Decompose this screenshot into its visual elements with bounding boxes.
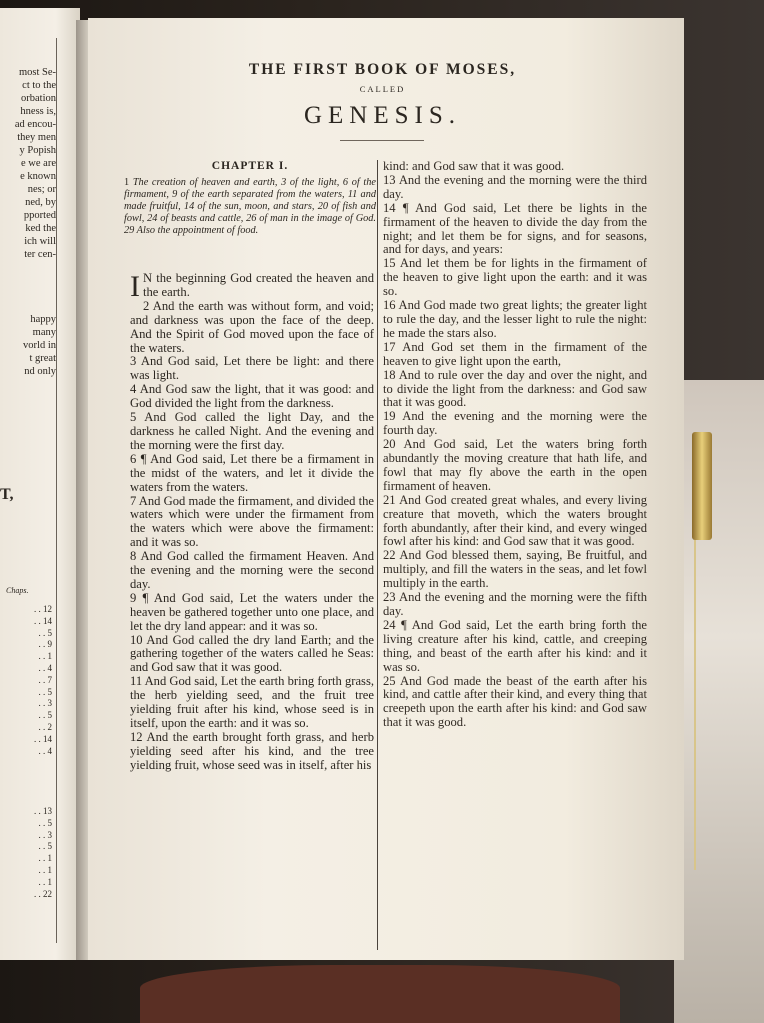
- summary-text: The creation of heaven and earth, 3 of the light, 6 of the firmament, 9 of the earth separated from the waters, 11 and made fruitful, 14 of the sun, moon, and stars, 20 of fish and fowl, 24 of beasts and cattle, 26 of man in the image of God. 29 Also the appointment of food.: [124, 177, 376, 237]
- chaps-leader: . .: [38, 651, 48, 662]
- chaps-number: 1: [47, 864, 52, 875]
- verse-v5: [130, 411, 374, 453]
- verse-text: 15 And let them be for lights in the firmament of the heaven to give light upon the earth: and it was so.: [383, 256, 647, 299]
- left-page-line: happy: [30, 314, 56, 325]
- chaps-leader: . .: [34, 604, 43, 614]
- chapter-title: CHAPTER I.: [211, 160, 289, 172]
- chaps-number: 13: [43, 806, 52, 816]
- chaps-number: 5: [47, 686, 52, 697]
- left-page-line: ich will: [24, 236, 56, 247]
- hand-holding-book: [140, 965, 620, 1023]
- book-name: GENESIS.: [303, 102, 462, 129]
- book-called: CALLED: [359, 84, 406, 94]
- verse-text: 11 And God said, Let the earth bring forth grass, the herb yielding seed, and the fruit tree yielding fruit after his kind, whose seed is in itself, upon the earth: and it was so.: [130, 674, 375, 730]
- verse-v7: [130, 495, 374, 551]
- chaps-entry: [2, 865, 52, 877]
- verse-v12: [130, 731, 374, 773]
- chaps-number: 3: [47, 829, 52, 840]
- chaps-entry: [2, 710, 52, 722]
- left-page-line: y Popish: [19, 145, 56, 156]
- verse-text: 21 And God created great whales, and every living creature that moveth, which the waters brought forth abundantly, after their kind, and every winged fowl after his kind: and God saw that it was good.: [383, 492, 647, 549]
- chaps-leader: . .: [38, 686, 48, 697]
- chaps-leader: . .: [38, 674, 48, 685]
- chaps-number: 4: [47, 745, 52, 756]
- title-rule: [340, 140, 424, 141]
- left-page-line: nes; or: [27, 184, 56, 195]
- verse-v10: [130, 634, 374, 676]
- verse-v2: [130, 300, 374, 356]
- verse-v11: [130, 675, 374, 731]
- verse-v3: [130, 355, 374, 383]
- left-page-line: many: [32, 327, 56, 338]
- left-page-line: ned, by: [25, 197, 56, 208]
- left-page-line: orbation: [21, 93, 56, 104]
- chaps-entry: [2, 889, 52, 901]
- chaps-leader: . .: [38, 864, 48, 875]
- verse-text: 14 ¶ And God said, Let there be lights in the firmament of the heaven to divide the day from the night; and let them be for signs, and for seasons, and for days, and years:: [383, 200, 647, 257]
- verse-v4: [130, 383, 374, 411]
- verse-text: kind: and God saw that it was good.: [383, 159, 565, 173]
- verse-v22: [383, 549, 647, 591]
- chaps-number: 14: [43, 733, 52, 744]
- verse-v17: [383, 341, 647, 369]
- chaps-number: 14: [43, 615, 52, 626]
- chaps-entry: [2, 877, 52, 889]
- chaps-number: 1: [47, 651, 52, 662]
- chaps-number: 5: [47, 841, 52, 852]
- verse-v16: [383, 299, 647, 341]
- verse-v18: [383, 369, 647, 411]
- left-page-line: ad encou-: [14, 119, 56, 130]
- verse-v19: [383, 410, 647, 438]
- left-page-t-fragment: T,: [0, 486, 14, 503]
- chaps-leader: . .: [38, 817, 48, 828]
- chaps-leader: . .: [38, 710, 48, 721]
- left-page-line: ked the: [25, 223, 56, 234]
- summary-lead: 1: [124, 177, 130, 188]
- chaps-entry: [2, 675, 52, 687]
- chaps-entry: [2, 853, 52, 865]
- chaps-entry: [2, 698, 52, 710]
- verse-v13: [383, 174, 647, 202]
- verse-text: 13 And the evening and the morning were the third day.: [383, 172, 647, 201]
- left-page-line: t great: [29, 353, 56, 364]
- chaps-entry: [2, 639, 52, 651]
- verse-text: 18 And to rule over the day and over the night, and to divide the light from the darkness: and God saw that it was good.: [383, 367, 647, 410]
- left-page-line: e we are: [21, 158, 56, 169]
- verse-text: 8 And God called the firmament Heaven. And the evening and the morning were the second day.: [130, 549, 374, 591]
- left-page: [0, 8, 80, 960]
- left-page-line: most Se-: [18, 67, 56, 78]
- chaps-number: 5: [47, 627, 52, 638]
- verse-text: 19 And the evening and the morning were the fourth day.: [383, 409, 647, 438]
- chaps-leader: . .: [34, 888, 43, 899]
- verse-text: 3 And God said, Let there be light: and there was light.: [130, 354, 374, 383]
- chaps-leader: . .: [38, 639, 48, 650]
- verse-text: 2 And the earth was without form, and void; and darkness was upon the face of the deep. And the Spirit of God moved upon the face of the waters.: [130, 298, 374, 355]
- chaps-leader: . .: [38, 698, 48, 709]
- left-page-line: hness is,: [20, 106, 56, 117]
- verse-v23: [383, 591, 647, 619]
- verse-v8: [130, 550, 374, 592]
- chaps-entry: [2, 734, 52, 746]
- chaps-list-top: [2, 604, 52, 757]
- chaps-leader: . .: [38, 745, 48, 756]
- background-cushion: [674, 380, 764, 1023]
- verse-v14: [383, 202, 647, 258]
- chaps-leader: . .: [34, 733, 43, 744]
- left-page-fragments-mid: [0, 313, 56, 378]
- drop-cap: I: [130, 270, 140, 303]
- left-page-line: ct to the: [22, 80, 56, 91]
- chaps-number: 9: [47, 639, 52, 650]
- verse-text: 7 And God made the firmament, and divided the waters which were under the firmament from the waters which were above the firmament: and it was so.: [130, 493, 374, 550]
- chaps-number: 5: [47, 710, 52, 721]
- chaps-number: 5: [47, 817, 52, 828]
- left-page-line: ter cen-: [24, 249, 56, 260]
- chaps-leader: . .: [34, 615, 43, 626]
- chaps-leader: . .: [38, 853, 48, 864]
- column-divider: [377, 160, 378, 950]
- verse-text: 22 And God blessed them, saying, Be fruitful, and multiply, and fill the waters in the seas, and let fowl multiply in the earth.: [383, 548, 647, 591]
- chaps-entry: [2, 722, 52, 734]
- verse-v20: [383, 438, 647, 494]
- chapter-summary: [124, 177, 376, 237]
- chaps-number: 4: [47, 662, 52, 673]
- chaps-number: 1: [47, 853, 52, 864]
- left-page-line: vorld in: [23, 340, 56, 351]
- verse-v1: [130, 270, 374, 303]
- right-column: [383, 160, 647, 730]
- verse-text: 16 And God made two great lights; the greater light to rule the day, and the lesser light to rule the night: he made the stars also.: [383, 298, 647, 340]
- verse-v25: [383, 675, 647, 731]
- chaps-entry: [2, 687, 52, 699]
- verse-v15: [383, 257, 647, 299]
- chaps-leader: . .: [38, 876, 48, 887]
- verse-text: 24 ¶ And God said, Let the earth bring forth the living creature after his kind, cattle, and creeping thing, and beast of the earth after his kind: and it was so.: [383, 617, 647, 674]
- chaps-entry: [2, 651, 52, 663]
- gold-clasp: [692, 432, 712, 540]
- chaps-number: 22: [43, 888, 52, 899]
- chaps-list-bottom: [2, 806, 52, 900]
- chaps-leader: . .: [38, 721, 48, 732]
- verse-v24: [383, 619, 647, 675]
- verse-v9: [130, 592, 374, 634]
- left-column: [130, 272, 374, 773]
- chaps-number: 12: [43, 604, 52, 614]
- chaps-entry: [2, 806, 52, 818]
- left-page-line: nd only: [24, 366, 56, 377]
- verse-text: 17 And God set them in the firmament of the heaven to give light upon the earth,: [383, 339, 647, 368]
- verse-v12b: [383, 160, 647, 174]
- chaps-label: Chaps.: [6, 586, 29, 595]
- chaps-entry: [2, 746, 52, 758]
- chaps-entry: [2, 616, 52, 628]
- left-page-line: e known: [20, 171, 56, 182]
- chaps-entry: [2, 663, 52, 675]
- verse-text: 9 ¶ And God said, Let the waters under the heaven be gathered together unto one place, and let the dry land appear: and it was so.: [130, 590, 374, 633]
- chaps-number: 1: [47, 876, 52, 887]
- chaps-leader: . .: [38, 627, 48, 638]
- left-page-line: they men: [17, 132, 56, 143]
- chaps-number: 7: [47, 674, 52, 685]
- verse-text: 25 And God made the beast of the earth after his kind, and cattle after their kind, and every thing that creepeth upon the earth after his kind: and God saw that it was good.: [383, 673, 647, 730]
- verse-v21: [383, 494, 647, 550]
- verse-text: 5 And God called the light Day, and the darkness he called Night. And the evening and the morning were the first day.: [130, 410, 374, 452]
- chaps-entry: [2, 841, 52, 853]
- verse-v6: [130, 453, 374, 495]
- left-page-fragments-top: [0, 66, 56, 261]
- chaps-number: 3: [47, 698, 52, 709]
- chaps-number: 2: [47, 721, 52, 732]
- left-page-line: pported: [23, 210, 56, 221]
- book-title: THE FIRST BOOK OF MOSES,: [248, 61, 517, 78]
- chaps-entry: [2, 604, 52, 616]
- verse-text: 20 And God said, Let the waters bring forth abundantly the moving creature that hath life, and fowl that may fly above the earth in the open firmament of heaven.: [383, 437, 647, 493]
- verse-text: N the beginning God created the heaven and the earth.: [143, 271, 374, 299]
- chaps-entry: [2, 830, 52, 842]
- verse-text: 10 And God called the dry land Earth; and the gathering together of the waters called he Seas: and God saw that it was good.: [130, 632, 374, 675]
- verse-text: 4 And God saw the light, that it was good: and God divided the light from the darkness.: [130, 382, 374, 411]
- chaps-leader: . .: [38, 662, 48, 673]
- verse-text: 12 And the earth brought forth grass, and herb yielding seed after his kind, and the tree yielding fruit, whose seed was in itself, after his: [130, 729, 374, 772]
- verse-text: 23 And the evening and the morning were the fifth day.: [383, 590, 647, 618]
- chaps-entry: [2, 628, 52, 640]
- chaps-leader: . .: [34, 806, 43, 816]
- ribbon-marker: [694, 540, 696, 870]
- chaps-leader: . .: [38, 829, 48, 840]
- chaps-entry: [2, 818, 52, 830]
- chaps-leader: . .: [38, 841, 48, 852]
- verse-text: 6 ¶ And God said, Let there be a firmament in the midst of the waters, and let it divide the waters from the waters.: [130, 451, 374, 494]
